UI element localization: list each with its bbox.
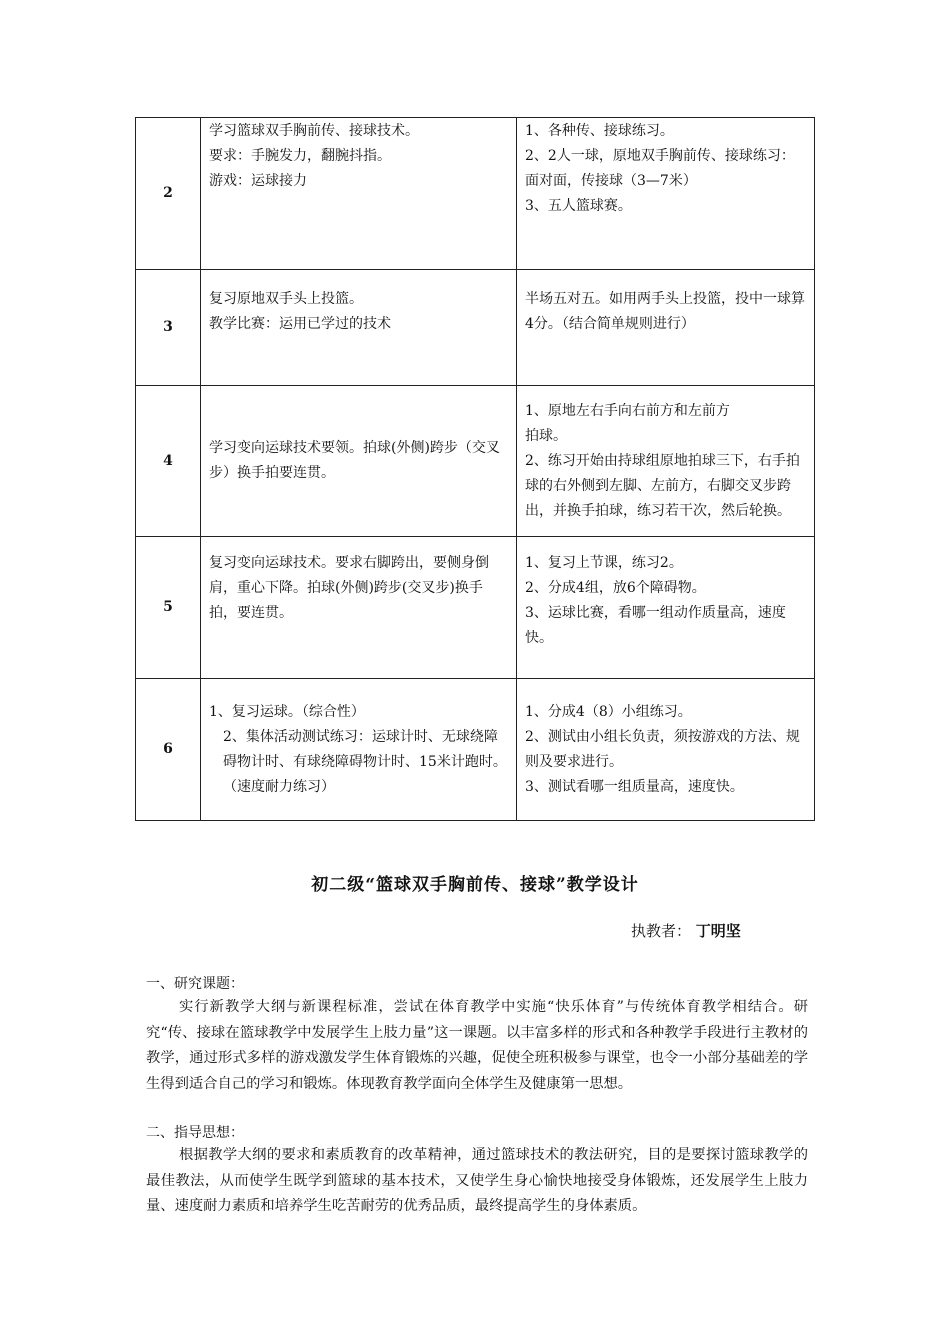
method-line: 1、复习上节课，练习2。 bbox=[525, 555, 683, 571]
section-heading: 一、研究课题： bbox=[146, 976, 244, 992]
author-label: 执教者： bbox=[631, 922, 692, 940]
table-row bbox=[136, 537, 815, 679]
table-row bbox=[136, 679, 815, 821]
content-line: 学习篮球双手胸前传、接球技术。 bbox=[209, 123, 419, 139]
lesson-method bbox=[517, 537, 815, 679]
lesson-content bbox=[201, 537, 517, 679]
paragraph-text: 实行新教学大纲与新课程标准，尝试在体育教学中实施“快乐体育”与传统体育教学相结合。研究“传、接球在篮球教学中发展学生上肢力量”这一课题。以丰富多样的形式和各种教学手段进行主教材的教学，通过形式多样的游戏激发学生体育锻炼的兴趣，促使全班积极参与课堂，也令一小部分基础差的学生得到适合自己的学习和锻炼。体现教育教学面向全体学生及健康第一思想。 bbox=[146, 999, 808, 1092]
lesson-content bbox=[201, 679, 517, 821]
author-name: 丁明坚 bbox=[695, 922, 741, 940]
content-line: 复习原地双手头上投篮。 bbox=[209, 291, 363, 307]
method-line: 2、分成4组，放6个障碍物。 bbox=[525, 580, 706, 596]
section-paragraph bbox=[146, 1143, 808, 1220]
method-line: 面对面，传接球（3—7米） bbox=[525, 173, 697, 189]
lesson-content bbox=[201, 118, 517, 270]
content-line: 学习变向运球技术要领。拍球(外侧)跨步（交叉步）换手拍要连贯。 bbox=[209, 440, 500, 481]
content-line: 教学比赛：运用已学过的技术 bbox=[209, 316, 391, 332]
method-line: 2、练习开始由持球组原地拍球三下，右手拍球的右外侧到左脚、左前方，右脚交叉步跨出，并换手拍球，练习若干次，然后轮换。 bbox=[525, 452, 800, 519]
method-line: 半场五对五。如用两手头上投篮，投中一球算4分。（结合简单规则进行） bbox=[525, 291, 805, 332]
document-title: 初二级“篮球双手胸前传、接球”教学设计 bbox=[311, 875, 639, 895]
section-heading: 二、指导思想： bbox=[146, 1125, 244, 1141]
lesson-content bbox=[201, 270, 517, 386]
content-line: 要求：手腕发力，翻腕抖指。 bbox=[209, 148, 391, 164]
method-line: 1、原地左右手向右前方和左前方 bbox=[525, 402, 730, 419]
method-line: 3、测试看哪一组质量高，速度快。 bbox=[525, 778, 744, 795]
lesson-method bbox=[517, 386, 815, 537]
method-line: 3、五人篮球赛。 bbox=[525, 198, 632, 214]
paragraph-text: 根据教学大纲的要求和素质教育的改革精神，通过篮球技术的教法研究，目的是要探讨篮球教学的最佳教法，从而使学生既学到篮球的基本技术，又使学生身心愉快地接受身体锻炼，还发展学生上肢力量、速度耐力素质和培养学生吃苦耐劳的优秀品质，最终提高学生的身体素质。 bbox=[146, 1147, 808, 1214]
content-line: 复习变向运球技术。要求右脚跨出，要侧身倒肩，重心下降。拍球(外侧)跨步(交叉步)换手拍，要连贯。 bbox=[209, 555, 489, 621]
method-line: 2、2人一球，原地双手胸前传、接球练习： bbox=[525, 148, 795, 164]
lesson-plan-table bbox=[135, 117, 815, 821]
content-line: 游戏：运球接力 bbox=[209, 173, 307, 189]
author-line bbox=[631, 920, 741, 941]
lesson-number: 5 bbox=[136, 537, 201, 679]
method-line: 2、测试由小组长负责，须按游戏的方法、规则及要求进行。 bbox=[525, 728, 800, 770]
method-line: 3、运球比赛，看哪一组动作质量高，速度快。 bbox=[525, 605, 786, 646]
lesson-number: 4 bbox=[136, 386, 201, 537]
method-line: 拍球。 bbox=[525, 427, 567, 444]
method-line: 1、分成4（8）小组练习。 bbox=[525, 703, 692, 720]
table-row bbox=[136, 386, 815, 537]
table-row bbox=[136, 118, 815, 270]
lesson-number: 3 bbox=[136, 270, 201, 386]
lesson-method bbox=[517, 270, 815, 386]
lesson-number: 2 bbox=[136, 118, 201, 270]
method-line: 1、各种传、接球练习。 bbox=[525, 123, 674, 139]
content-line: 1、复习运球。（综合性） bbox=[209, 703, 365, 720]
lesson-method bbox=[517, 118, 815, 270]
lesson-method bbox=[517, 679, 815, 821]
content-line: 2、集体活动测试练习：运球计时、无球绕障碍物计时、有球绕障碍物计时、15米计跑时。（速度耐力练习） bbox=[223, 728, 507, 795]
lesson-number: 6 bbox=[136, 679, 201, 821]
lesson-content bbox=[201, 386, 517, 537]
section-paragraph bbox=[146, 995, 808, 1097]
table-row bbox=[136, 270, 815, 386]
